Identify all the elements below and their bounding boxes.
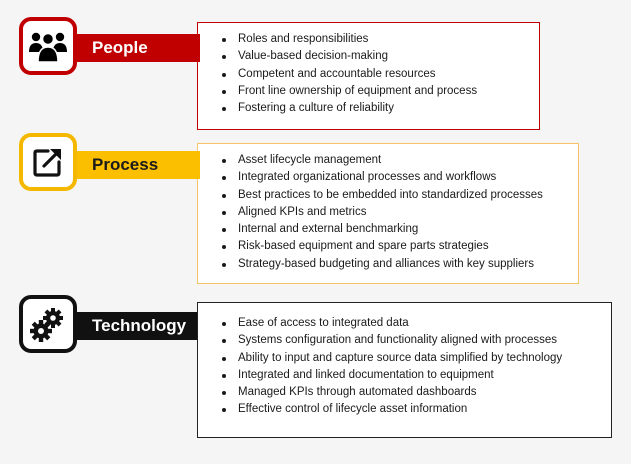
list-item: Effective control of lifecycle asset information bbox=[220, 401, 601, 418]
process-icon-box bbox=[19, 133, 77, 191]
list-item: Asset lifecycle management bbox=[220, 152, 568, 169]
external-link-icon bbox=[31, 145, 65, 179]
list-item: Strategy-based budgeting and alliances with key suppliers bbox=[220, 256, 568, 273]
list-item: Aligned KPIs and metrics bbox=[220, 204, 568, 221]
list-item: Integrated organizational processes and workflows bbox=[220, 169, 568, 186]
process-content-box bbox=[197, 143, 579, 284]
list-item: Systems configuration and functionality aligned with processes bbox=[220, 332, 601, 349]
gears-icon bbox=[29, 305, 67, 343]
list-item: Managed KPIs through automated dashboards bbox=[220, 384, 601, 401]
technology-content-box bbox=[197, 302, 612, 438]
list-item: Ability to input and capture source data simplified by technology bbox=[220, 350, 601, 367]
people-group-icon bbox=[28, 28, 68, 64]
list-item: Risk-based equipment and spare parts strategies bbox=[220, 238, 568, 255]
list-item: Front line ownership of equipment and process bbox=[220, 83, 529, 100]
technology-icon-box bbox=[19, 295, 77, 353]
list-item: Fostering a culture of reliability bbox=[220, 100, 529, 117]
technology-label: Technology bbox=[60, 312, 197, 340]
process-label: Process bbox=[60, 151, 200, 179]
people-icon-box bbox=[19, 17, 77, 75]
list-item: Ease of access to integrated data bbox=[220, 315, 601, 332]
list-item: Roles and responsibilities bbox=[220, 31, 529, 48]
list-item: Integrated and linked documentation to equipment bbox=[220, 367, 601, 384]
list-item: Value-based decision-making bbox=[220, 48, 529, 65]
people-label: People bbox=[60, 34, 200, 62]
list-item: Internal and external benchmarking bbox=[220, 221, 568, 238]
list-item: Competent and accountable resources bbox=[220, 66, 529, 83]
people-content-box bbox=[197, 22, 540, 130]
list-item: Best practices to be embedded into standardized processes bbox=[220, 187, 568, 204]
